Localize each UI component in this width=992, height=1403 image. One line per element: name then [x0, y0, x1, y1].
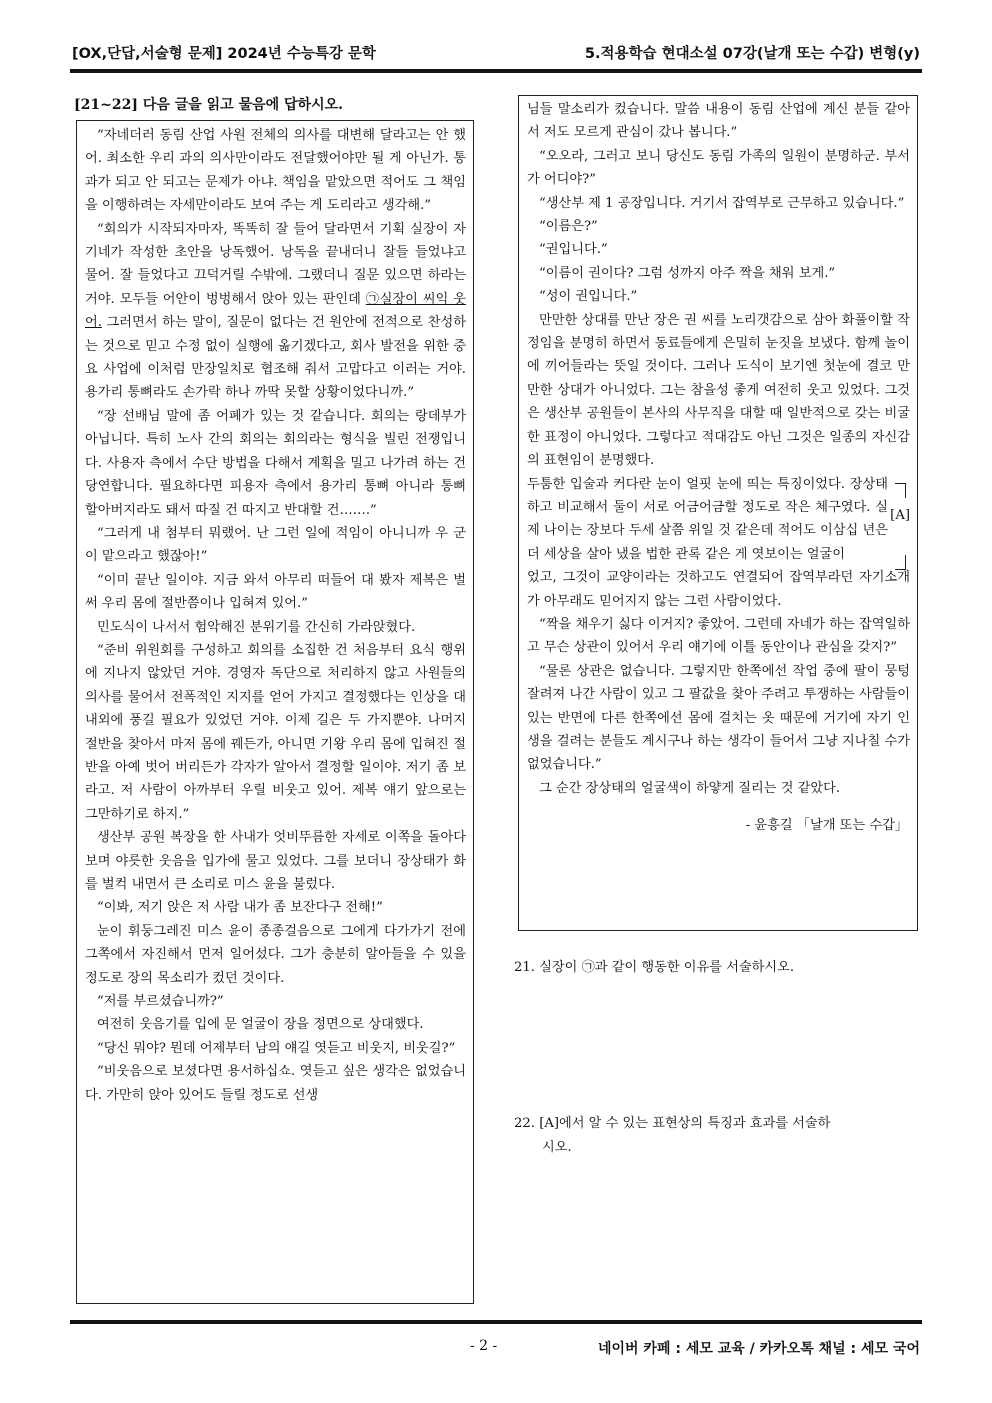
passage-paragraph: 었고, 그것이 교양이라는 것하고도 연결되어 잡역부라던 자기소개가 아무래도 믿어지지 않는 그런 사람이었다. — [527, 570, 910, 609]
passage-paragraph: “권입니다.” — [539, 242, 608, 258]
passage-paragraph: “준비 위원회를 구성하고 회의를 소집한 건 처음부터 요식 행위에 지나지 않았던 거야. 경영자 독단으로 처리하지 않고 사원들의 의사를 물어서 전폭적인 지지를 얻어 가지고 결정했다는 인상을 대내외에 풍길 필요가 있었던 거야. 이제 길은 두 가지뿐야. 나머지 절반을 찾아서 마저 몸에 꿰든가, 아니면 기왕 우리 몸에 입혀진 절반을 아예 벗어 버리든가 각자가 알아서 결정할 일이야. 저기 좀 보라고. 저 사람이 아까부터 우릴 비웃고 있어. 제복 얘기 앞으로는 그만하기로 하지.” — [85, 642, 466, 822]
passage-paragraph: “짝을 채우기 싫다 이거지? 좋았어. 그런데 자네가 하는 잡역일하고 무슨 상관이 있어서 우리 얘기에 이틀 동안이나 관심을 갖지?” — [527, 616, 910, 656]
question-21 — [514, 956, 918, 980]
question-22 — [514, 1112, 918, 1160]
header-title: [OX,단답,서술형 문제] 2024년 수능특강 문학 — [72, 46, 376, 62]
question-text: [A]에서 알 수 있는 표현상의 특징과 효과를 서술하 — [539, 1116, 831, 1131]
passage-paragraph: “그러게 내 첨부터 뭐랬어. 난 그런 일에 적임이 아니니까 우 군이 맡으라고 했잖아!” — [85, 525, 466, 565]
passage-paragraph: 여전히 웃음기를 입에 문 얼굴이 장을 정면으로 상대했다. — [97, 1017, 424, 1033]
question-number: 21. — [514, 960, 535, 975]
passage-paragraph: “생산부 제 1 공장입니다. 거기서 잡역부로 근무하고 있습니다.” — [539, 195, 905, 211]
passage-paragraph: “회의가 시작되자마자, 똑똑히 잘 들어 달라면서 기획 실장이 자기네가 작성한 초안을 낭독했어. 낭독을 끝내더니 잘들 들었냐고 물어. 잘 들었다고 끄덕거릴 수밖에. 그랬더니 질문 있으면 하라는 거야. 모두들 어안이 벙벙해서 앉아 있는 판인데 ㉠실장이 씨익 웃어. 그러면서 하는 말이, 질문이 없다는 건 원안에 전적으로 찬성하는 것으로 믿고 수정 없이 실행에 옮기겠다고, 회사 발전을 위한 중요 사업에 이처럼 만장일치로 협조해 줘서 고맙다고 이러는 거야. 용가리 통뼈라도 손가락 하나 까딱 못할 상황이었다니까.” — [85, 221, 466, 401]
footer-rule — [70, 1320, 922, 1324]
passage-paragraph: “성이 권입니다.” — [539, 289, 638, 305]
passage-paragraph: “이미 끝난 일이야. 지금 와서 아무리 떠들어 대 봤자 제복은 벌써 우리 몸에 절반쯤이나 입혀져 있어.” — [85, 572, 466, 612]
underlined-phrase-a: ㉠실장이 씨익 웃어. — [85, 291, 466, 331]
source-citation: - 윤흥길 「날개 또는 수갑」 — [745, 818, 908, 834]
passage-paragraph: “장 선배님 말에 좀 어폐가 있는 것 같습니다. 회의는 랑데부가 아닙니다. 특히 노사 간의 회의는 회의라는 형식을 빌린 전쟁입니다. 사용자 측에서 수단 방법을 다해서 계획을 밀고 나가려 하는 건 당연합니다. 필요하다면 피용자 측에서 용가리 통뼈 아니라 통뼈 할아버지라도 돼서 따질 건 따지고 반대할 건…….” — [85, 408, 466, 518]
footer-channel-info: 네이버 카페 : 세모 교육 / 카카오톡 채널 : 세모 국어 — [597, 1341, 920, 1357]
question-number: 22. — [514, 1116, 535, 1131]
bracketed-section-a — [527, 473, 910, 567]
header-rule — [70, 69, 922, 73]
passage-paragraph: “당신 뭐야? 뭔데 어제부터 남의 얘길 엿듣고 비웃지, 비웃길?” — [97, 1040, 456, 1056]
passage-paragraph: 만만한 상대를 만난 장은 권 씨를 노리갯감으로 삼아 화풀이할 작정임을 분명히 하면서 동료들에게 은밀히 눈짓을 보냈다. 함께 놀이에 끼어들라는 뜻일 것이다. 그러나 도식이 보기엔 첫눈에 결코 만만한 상대가 아니었다. 그는 참을성 좋게 여전히 웃고 있었다. 그것은 생산부 공원들이 본사의 사무직을 대할 때 일반적으로 갖는 비굴한 표정이 아니었다. 그렇다고 적대감도 아닌 그것은 일종의 자신감의 표현임이 분명했다. — [527, 312, 910, 469]
passage-paragraph: 님들 말소리가 컸습니다. 말씀 내용이 동림 산업에 계신 분들 같아서 저도 모르게 관심이 갔나 봅니다.” — [527, 102, 910, 141]
passage-paragraph: “비웃음으로 보셨다면 용서하십쇼. 엿듣고 싶은 생각은 없었습니다. 가만히 앉아 있어도 들릴 정도로 선생 — [85, 1064, 466, 1103]
passage-paragraph: “저를 부르셨습니까?” — [97, 994, 224, 1010]
passage-left-box — [76, 120, 474, 1304]
passage-paragraph: “자네더러 동림 산업 사원 전체의 의사를 대변해 달라고는 안 했어. 최소한 우리 과의 의사만이라도 전달했어야만 될 게 아닌가. 통과가 되고 안 되고는 문제가 아냐. 책임을 맡았으면 적어도 그 책임을 이행하려는 자세만이라도 보여 주는 게 도리라고 생각해.” — [85, 128, 466, 214]
question-text: 실장이 ㉠과 같이 행동한 이유를 서술하시오. — [539, 960, 795, 975]
passage-right-box — [518, 95, 918, 931]
header-subtitle: 5.적용학습 현대소설 07강(날개 또는 수갑) 변형(y) — [584, 46, 920, 62]
question-text-continued: 시오. — [542, 1140, 572, 1155]
passage-paragraph: “이름이 권이다? 그럼 성까지 아주 짝을 채워 보게.” — [539, 265, 836, 281]
page-number: - 2 - — [470, 1338, 498, 1354]
passage-paragraph: 그 순간 장상태의 얼굴색이 하얗게 질리는 것 같았다. — [539, 780, 841, 796]
bracket-label: [A] — [890, 507, 910, 523]
bracketed-text: 두툼한 입술과 커다란 눈이 얼핏 눈에 띄는 특징이었다. 장상태하고 비교해서 둘이 서로 어금어금할 정도로 작은 체구였다. 실제 나이는 장보다 두세 살쯤 위일 것 같은데 적어도 이삼십 년은 더 세상을 살아 냈을 법한 관록 같은 게 엿보이는 얼굴이 — [527, 476, 888, 562]
passage-paragraph: 생산부 공원 복장을 한 사내가 엇비뚜름한 자세로 이쪽을 돌아다보며 야릇한 웃음을 입가에 물고 있었다. 그를 보더니 장상태가 화를 벌컥 내면서 큰 소리로 미스 윤을 불렀다. — [85, 830, 466, 892]
passage-paragraph: “물론 상관은 없습니다. 그렇지만 한쪽에선 작업 중에 팔이 뭉텅 잘려져 나간 사람이 있고 그 팔값을 찾아 주려고 투쟁하는 사람들이 있는 반면에 다른 한쪽에선 몸에 걸치는 옷 때문에 거기에 자기 인생을 걸려는 분들도 계시구나 하는 생각이 들어서 그냥 지나칠 수가 없었습니다.” — [527, 663, 910, 773]
passage-paragraph: “이봐, 저기 앉은 저 사람 내가 좀 보잔다구 전해!” — [97, 900, 383, 916]
passage-paragraph: “이름은?” — [539, 219, 598, 235]
passage-paragraph: 민도식이 나서서 험악해진 분위기를 간신히 가라앉혔다. — [97, 619, 416, 635]
passage-paragraph: 눈이 휘둥그레진 미스 윤이 종종걸음으로 그에게 다가가기 전에 그쪽에서 자진해서 먼저 일어섰다. 그가 충분히 알아들을 수 있을 정도로 장의 목소리가 컸던 것이다. — [85, 923, 466, 986]
question-instruction: [21~22] 다음 글을 읽고 물음에 답하시오. — [74, 97, 343, 113]
passage-paragraph: “오오라, 그러고 보니 당신도 동림 가족의 일원이 분명하군. 부서가 어디야?” — [527, 148, 910, 188]
